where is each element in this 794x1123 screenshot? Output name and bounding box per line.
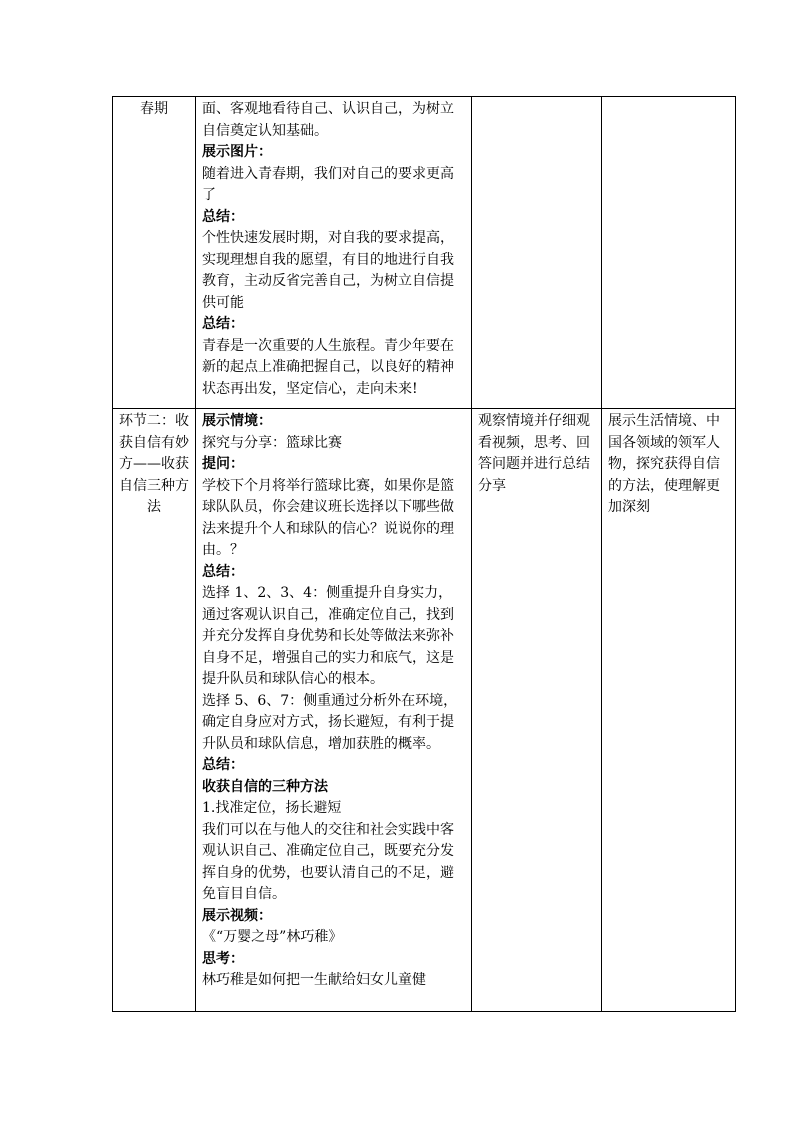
- student-activity-cell: [472, 97, 602, 409]
- content-paragraph: 选择 5、6、7：侧重通过分析外在环境，确定自身应对方式，扬长避短，有利于提升队员和球队信息，增加获胜的概率。: [202, 692, 458, 752]
- content-heading: 总结：: [202, 316, 244, 332]
- table-row: [113, 409, 736, 1012]
- content-paragraph: 青春是一次重要的人生旅程。青少年要在新的起点上准确把握自己，以良好的精神状态再出发，坚定信心，走向未来!: [202, 337, 454, 397]
- content-cell: [196, 97, 472, 409]
- student-activity-cell: 观察情境并仔细观看视频，思考、回答问题并进行总结分享: [472, 409, 602, 1012]
- content-heading: 提问：: [202, 456, 244, 472]
- content-heading: 展示图片：: [202, 144, 272, 160]
- content-heading: 总结：: [202, 757, 244, 773]
- design-intent-cell: [602, 97, 736, 409]
- lesson-plan-table: [112, 96, 736, 1012]
- content-paragraph: 面、客观地看待自己、认识自己，为树立自信奠定认知基础。: [202, 101, 454, 139]
- content-paragraph: 我们可以在与他人的交往和社会实践中客观认识自己、准确定位自己，既要充分发挥自身的优势，也要认清自己的不足，避免盲目自信。: [202, 821, 454, 902]
- content-paragraph: 林巧稚是如何把一生献给妇女儿童健: [202, 972, 426, 988]
- content-heading: 总结：: [202, 208, 244, 225]
- content-heading: 思考：: [202, 950, 244, 967]
- section-cell: 环节二：收获自信有妙方——收获自信三种方法: [113, 409, 196, 1012]
- content-cell: [196, 409, 472, 1012]
- content-paragraph: 随着进入青春期，我们对自己的要求更高了: [202, 165, 454, 203]
- content-paragraph: 1.找准定位，扬长避短: [202, 800, 342, 816]
- content-heading: 收获自信的三种方法: [202, 778, 328, 795]
- content-heading: 展示视频：: [202, 907, 272, 924]
- content-paragraph: 《“万婴之母”林巧稚》: [202, 929, 343, 945]
- content-paragraph: 学校下个月将举行篮球比赛，如果你是篮球队队员，你会建议班长选择以下哪些做法来提升个人和球队的信心？说说你的理由。？: [202, 477, 454, 558]
- content-heading: 总结：: [202, 563, 244, 580]
- section-cell: 春期: [113, 97, 196, 409]
- design-intent-cell: 展示生活情境、中国各领域的领军人物，探究获得自信的方法，使理解更加深刻: [602, 409, 736, 1012]
- content-heading: 展示情境：: [202, 413, 272, 429]
- table-row: [113, 97, 736, 409]
- content-paragraph: 选择 1、2、3、4：侧重提升自身实力，通过客观认识自己，准确定位自己，找到并充分发挥自身优势和长处等做法来弥补自身不足，增强自己的实力和底气，这是提升队员和球队信心的根本。: [202, 585, 454, 687]
- content-paragraph: 个性快速发展时期，对自我的要求提高，实现理想自我的愿望，有目的地进行自我教育，主动反省完善自己，为树立自信提供可能: [202, 230, 454, 311]
- content-paragraph: 探究与分享：篮球比赛: [202, 434, 342, 451]
